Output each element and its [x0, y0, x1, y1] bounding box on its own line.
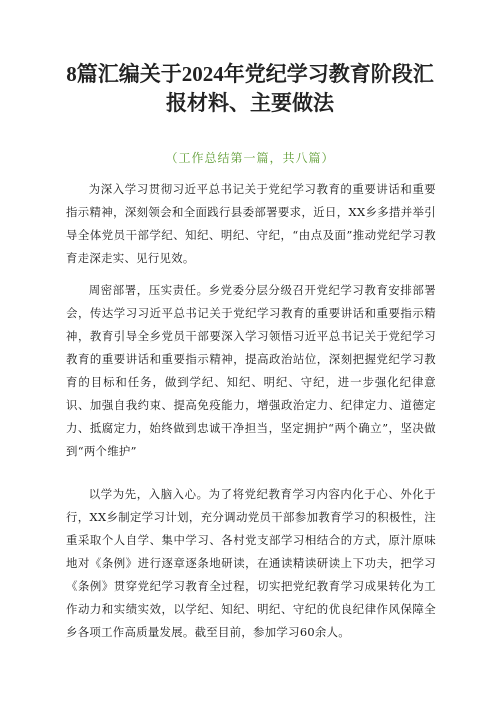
paragraph-study: 以学为先，入脑入心。为了将党纪教育学习内容内化于心、外化于行，XX乡制定学习计划，充分调动党员干部参加教育学习的积极性，注重采取个人自学、集中学习、各村党支部学习相结合的方式，原汁原味地对《条例》进行逐章逐条地研读，在通读精读研读上下功夫，把学习《条例》贯穿党纪学习教育全过程，切实把党纪教育学习成果转化为工作动力和实绩实效，以学纪、知纪、明纪、守纪的优良纪律作风保障全乡各项工作高质量发展。截至目前，参加学习60余人。: [66, 487, 436, 639]
paragraph-deployment: 周密部署，压实责任。乡党委分层分级召开党纪学习教育安排部署会，传达学习习近平总书记关于党纪学习教育的重要讲话和重要指示精神，教育引导全乡党员干部要深入学习领悟习近平总书记关于党纪学习教育的重要讲话和重要指示精神，提高政治站位，深刻把握党纪学习教育的目标和任务，做到学纪、知纪、明纪、守纪，进一步强化纪律意识、加强自我约束、提高免疫能力，增强政治定力、纪律定力、道德定力、抵腐定力，始终做到忠诚干净担当，坚定拥护“两个确立”，坚决做到“两个维护”: [66, 283, 436, 458]
paragraph-intro: 为深入学习贯彻习近平总书记关于党纪学习教育的重要讲话和重要指示精神，深刻领会和全面践行县委部署要求，近日，XX乡多措并举引导全体党员干部学纪、知纪、明纪、守纪，“由点及面”推动党纪学习教育走深走实、见行见效。: [66, 182, 436, 265]
document-subtitle: （工作总结第一篇，共八篇）: [165, 151, 335, 165]
document-title: 8篇汇编关于2024年党纪学习教育阶段汇报材料、主要做法: [66, 62, 434, 115]
